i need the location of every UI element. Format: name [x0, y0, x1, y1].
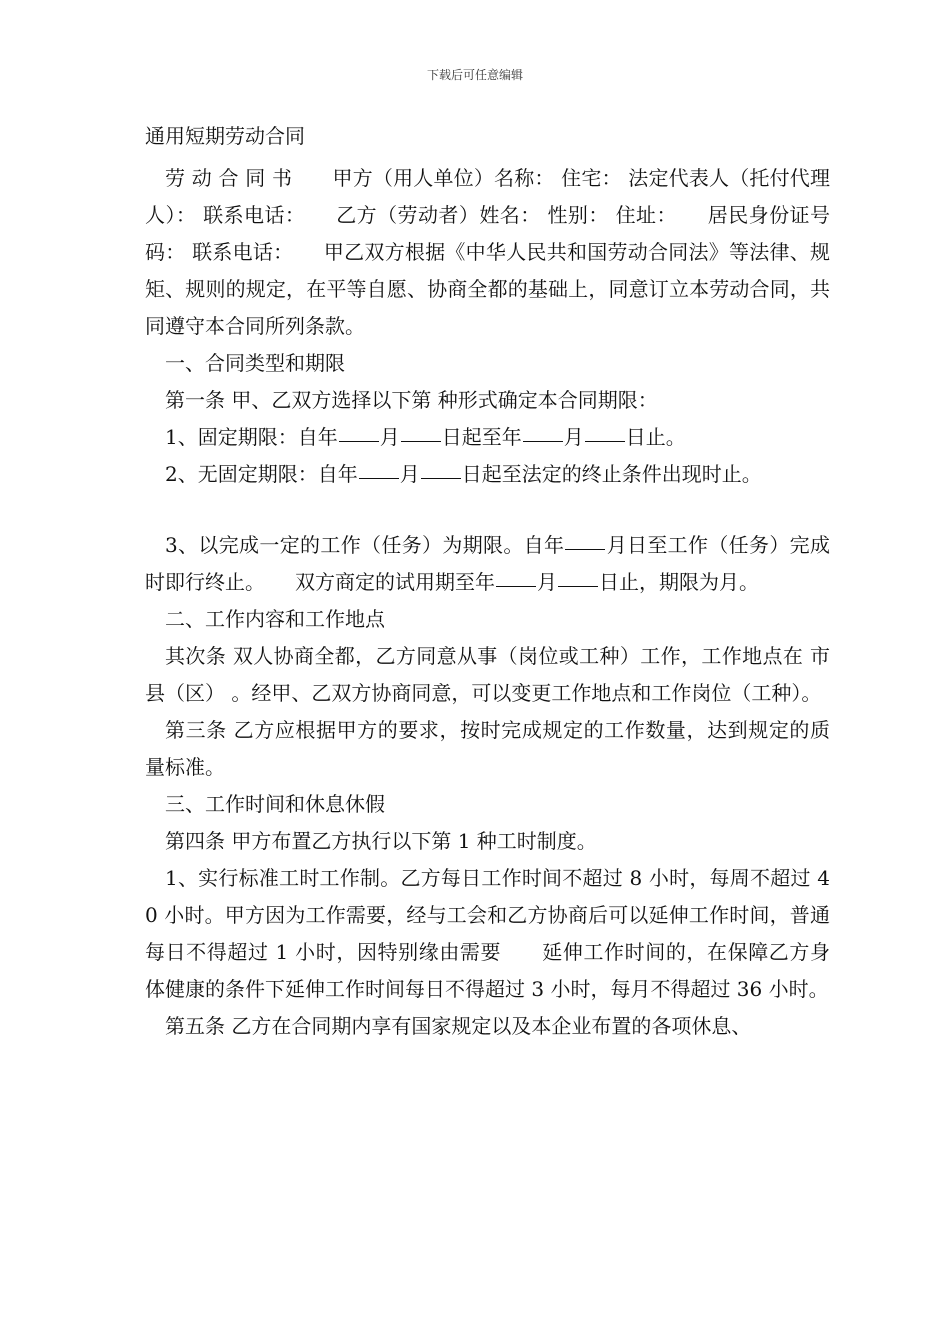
fill-blank: [401, 440, 441, 442]
article-5: 第五条 乙方在合同期内享有国家规定以及本企业布置的各项休息、: [165, 1014, 752, 1038]
paragraph-gap: [145, 493, 830, 527]
section-3-heading: 三、工作时间和休息休假: [165, 792, 385, 816]
fixed-term-text-a: 1、固定期限：自年: [165, 425, 338, 449]
document-title: 通用短期劳动合同: [145, 124, 305, 148]
page-header-note: 下载后可任意编辑: [426, 68, 523, 82]
document-body: [145, 122, 830, 1045]
fixed-term-text-b: 月: [379, 425, 400, 449]
fill-blank: [558, 585, 598, 587]
article-1: 第一条 甲、乙双方选择以下第 种形式确定本合同期限：: [165, 388, 658, 412]
section-2-heading: 二、工作内容和工作地点: [165, 607, 385, 631]
fixed-term-text-d: 月: [563, 425, 584, 449]
fill-blank: [496, 585, 536, 587]
task-term-text-a: 3、以完成一定的工作（任务）为期限。自年: [165, 533, 565, 557]
fixed-term-clause: [145, 419, 830, 456]
task-term-text-b: 月日至工作（任务）完成时即行终止。 双方商定的试用期至年: [145, 533, 831, 594]
fill-blank: [359, 477, 399, 479]
task-term-text-d: 日止，期限为月。: [599, 570, 759, 594]
fixed-term-text-e: 日止。: [625, 425, 686, 449]
task-term-text-c: 月: [537, 570, 557, 594]
contract-intro-paragraph: 劳 动 合 同 书 甲方（用人单位）名称： 住宅： 法定代表人（托付代理人）： 联系电话： 乙方（劳动者）姓名： 性别： 住址： 居民身份证号码： 联系电话： 甲乙双方根据《中华人民共和国劳动合同法》等法律、规矩、规则的规定，在平等自愿、协商全都的基础上，同意订立本劳动合同，共同遵守本合同所列条款。: [145, 166, 830, 338]
article-4: 第四条 甲方布置乙方执行以下第 1 种工时制度。: [165, 829, 597, 853]
article-2: 其次条 双人协商全都，乙方同意从事（岗位或工种）工作，工作地点在 市 县（区） 。经甲、乙双方协商同意，可以变更工作地点和工作岗位（工种）。: [145, 644, 830, 705]
article-3: 第三条 乙方应根据甲方的要求，按时完成规定的工作数量，达到规定的质量标准。: [145, 718, 830, 779]
section-1-heading: 一、合同类型和期限: [165, 351, 345, 375]
task-term-clause: [145, 527, 830, 601]
fill-blank: [421, 477, 461, 479]
fill-blank: [339, 440, 379, 442]
fill-blank: [523, 440, 563, 442]
fill-blank: [585, 440, 625, 442]
open-term-text-a: 2、无固定期限：自年: [165, 462, 358, 486]
open-term-text-c: 日起至法定的终止条件出现时止。: [461, 462, 762, 486]
fixed-term-text-c: 日起至年: [441, 425, 522, 449]
open-term-text-b: 月: [399, 462, 420, 486]
standard-hours-clause: 1、实行标准工时工作制。乙方每日工作时间不超过 8 小时，每周不超过 40 小时。甲方因为工作需要，经与工会和乙方协商后可以延伸工作时间，普通每日不得超过 1 小时，因特别缘由需要 延伸工作时间的，在保障乙方身体健康的条件下延伸工作时间每日不得超过 3 小时，每月不得超过 36 小时。: [145, 866, 830, 1001]
open-term-clause: [145, 456, 830, 493]
fill-blank: [565, 548, 605, 550]
